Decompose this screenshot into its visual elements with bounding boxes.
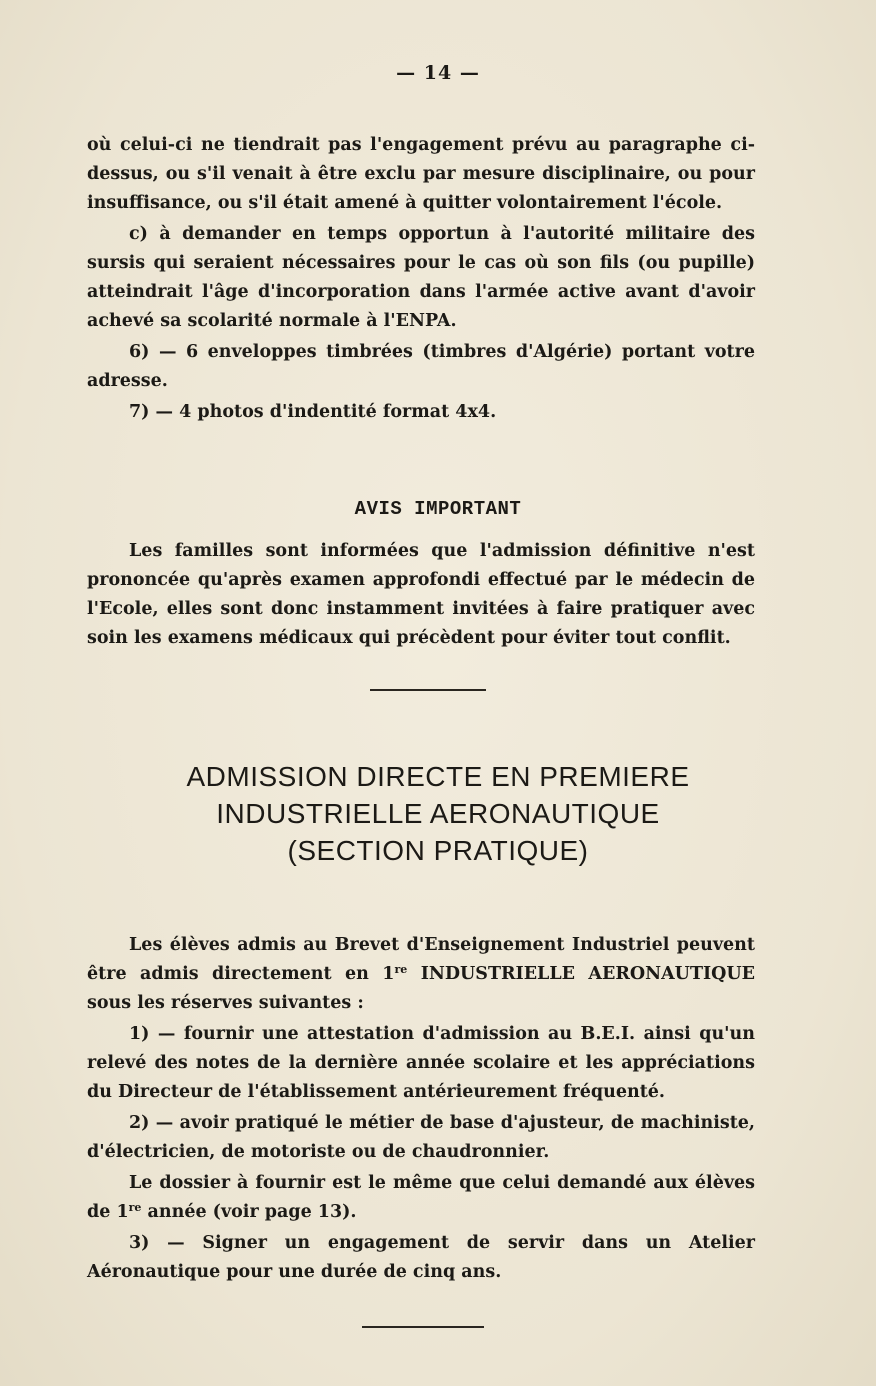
paragraph-item-7: 7) — 4 photos d'indentité format 4x4. bbox=[129, 402, 497, 422]
section-item-1: 1) — fournir une attestation d'admission au B.E.I. ainsi qu'un relevé des notes de la dernière année scolaire et les appréciations du Directeur de l'établissement antérieurement fréquenté. bbox=[87, 1024, 755, 1102]
section-heading bbox=[0, 758, 876, 869]
section-item-3: 3) — Signer un engagement de servir dans un Atelier Aéronautique pour une durée de cinq ans. bbox=[87, 1233, 755, 1282]
section-divider bbox=[370, 689, 486, 691]
section-body bbox=[87, 931, 755, 1289]
section-item-2: 2) — avoir pratiqué le métier de base d'ajusteur, de machiniste, d'électricien, de motoriste ou de chaudronnier. bbox=[87, 1113, 755, 1162]
section-heading-line-2: INDUSTRIELLE AERONAUTIQUE bbox=[216, 798, 660, 829]
section-heading-line-3: (SECTION PRATIQUE) bbox=[287, 835, 589, 866]
page-number: — 14 — bbox=[396, 62, 480, 84]
closing-divider bbox=[362, 1326, 484, 1328]
paragraph-continuation: où celui-ci ne tiendrait pas l'engagement prévu au paragraphe ci-dessus, ou s'il venait à être exclu par mesure disciplinaire, ou pour insuffisance, ou s'il était amené à quitter volontairement l'école. bbox=[87, 135, 755, 213]
paragraph-item-6: 6) — 6 enveloppes timbrées (timbres d'Algérie) portant votre adresse. bbox=[87, 342, 755, 391]
avis-paragraph: Les familles sont informées que l'admission définitive n'est prononcée qu'après examen approfondi effectué par le médecin de l'Ecole, elles sont donc instamment invitées à faire pratiquer avec soin les examens médicaux qui précèdent pour éviter tout conflit. bbox=[87, 541, 755, 648]
section-intro: Les élèves admis au Brevet d'Enseignement Industriel peuvent être admis directement en 1re INDUSTRIELLE AERONAUTIQUE sous les réserves suivantes : bbox=[87, 935, 755, 1013]
section-heading-line-1: ADMISSION DIRECTE EN PREMIERE bbox=[186, 761, 690, 792]
top-text-block bbox=[87, 131, 755, 429]
dossier-paragraph: Le dossier à fournir est le même que celui demandé aux élèves de 1re année (voir page 13). bbox=[87, 1173, 755, 1222]
paragraph-c-sursis: c) à demander en temps opportun à l'autorité militaire des sursis qui seraient nécessaires pour le cas où son fils (ou pupille) atteindrait l'âge d'incorporation dans l'armée active avant d'avoir achevé sa scolarité normale à l'ENPA. bbox=[87, 224, 755, 331]
avis-important-heading: AVIS IMPORTANT bbox=[354, 498, 522, 520]
avis-block bbox=[87, 537, 755, 655]
